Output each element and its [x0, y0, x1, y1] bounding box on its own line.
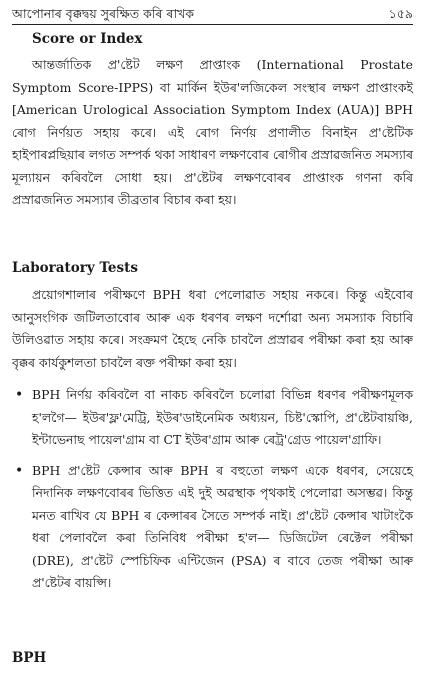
running-head	[12, 4, 413, 22]
bullet-marker: •	[15, 387, 24, 403]
running-head-title: আপোনাৰ বৃক্কদ্বয় সুৰক্ষিত কৰি ৰাখক	[12, 6, 195, 21]
bph-heading: BPH	[12, 650, 47, 666]
score-paragraph: আন্তৰ্জাতিক প্ৰ'ষ্টেট লক্ষণ প্ৰাপ্তাংক (International Prostate Symptom Score-IPPS) বা মাৰ্কিন ইউৰ'লজিকেল সংস্থাৰ লক্ষণ প্ৰাপ্তাংকই [American Urological Association Symptom Index (AUA)] BPH ৰোগ নিৰ্ণয়ত সহায় কৰে। এই ৰোগ নিৰ্ণয় প্ৰণালীত বিনাইন প্ৰ'ষ্টেটিক হাইপাৰপ্লছিয়াৰ লগত সম্পৰ্ক থকা সাধাৰণ লক্ষণবোৰ ৰোগীৰ প্ৰস্ৰাৱজনিত সমস্যাৰ মূল্যায়ন কৰিবলৈ সোধা হয়। প্ৰ'ষ্টেটৰ লক্ষণবোৰৰ প্ৰাপ্তাংক গণনা কৰি প্ৰস্ৰাৱজনিত সমস্যাৰ তীব্ৰতাৰ বিচাৰ কৰা হয়।	[12, 57, 413, 207]
bullet-text: BPH প্ৰ'ষ্টেট কেন্সাৰ আৰু BPH ৰ বহুতো লক্ষণ একে ধৰণৰ, সেয়েহে নিদানিক লক্ষণবোৰৰ ভিত্তিত এই দুই অৱস্থাক পৃথকাই পেলোৱা অসম্ভৱ। কিন্তু মনত ৰাখিব যে BPH ৰ কেন্সাৰৰ সৈতে সম্পৰ্ক নাই। প্ৰ'ষ্টেট কেন্সাৰ খাটাংকৈ ধৰা পেলাবলৈ কৰা তিনিবিধ পৰীক্ষা হ'ল— ডিজিটেল ৰেক্টেল পৰীক্ষা (DRE), প্ৰ'ষ্টেট স্পেচিফিক এন্টিজেন (PSA) ৰ বাবে তেজ পৰীক্ষা আৰু প্ৰ'ষ্টেটৰ বায়প্সি।	[32, 462, 413, 590]
list-item	[12, 460, 413, 595]
test-bullet-list	[12, 384, 413, 595]
page-number: ১৫৯	[388, 6, 413, 21]
score-or-index-heading: Score or Index	[32, 31, 143, 47]
bullet-text: BPH নিৰ্ণয় কৰিবলৈ বা নাকচ কৰিবলৈ চলোৱা বিভিন্ন ধৰণৰ পৰীক্ষণমূলক হ'লগৈ— ইউৰ'ফ্ল'মেট্ৰি, ইউৰ'ডাইনেমিক অধ্যয়ন, চিষ্ট'স্কোপি, প্ৰ'ষ্টেটবায়ঞ্চি, ইন্টাভেনাছ পায়েল'গ্ৰাম বা CT ইউৰ'গ্ৰাম আৰু ৰেট্ৰ'গ্ৰেড পায়েল'গ্ৰাফি।	[32, 387, 413, 447]
laboratory-tests-heading: Laboratory Tests	[12, 260, 138, 276]
laboratory-paragraph: প্ৰয়োগশালাৰ পৰীক্ষণে BPH ধৰা পেলোৱাত সহায় নকৰে। কিন্তু এইবোৰ আনুসংগিক জটিলতাবোৰ আৰু এক ধৰণৰ লক্ষণ দৰ্শোৱা অন্য সমস্যাক বিচাৰি উলিওৱাত সহায় কৰে। সংক্ৰমণ হৈছে নেকি চাবলৈ প্ৰস্ৰাৱৰ পৰীক্ষা কৰা হয় আৰু বৃক্কৰ কাৰ্যকুশলতা চাবলৈ ৰক্ত পৰীক্ষা কৰা হয়।	[12, 287, 413, 370]
header-rule	[12, 24, 413, 25]
bullet-marker: •	[15, 462, 24, 479]
list-item	[12, 384, 413, 452]
